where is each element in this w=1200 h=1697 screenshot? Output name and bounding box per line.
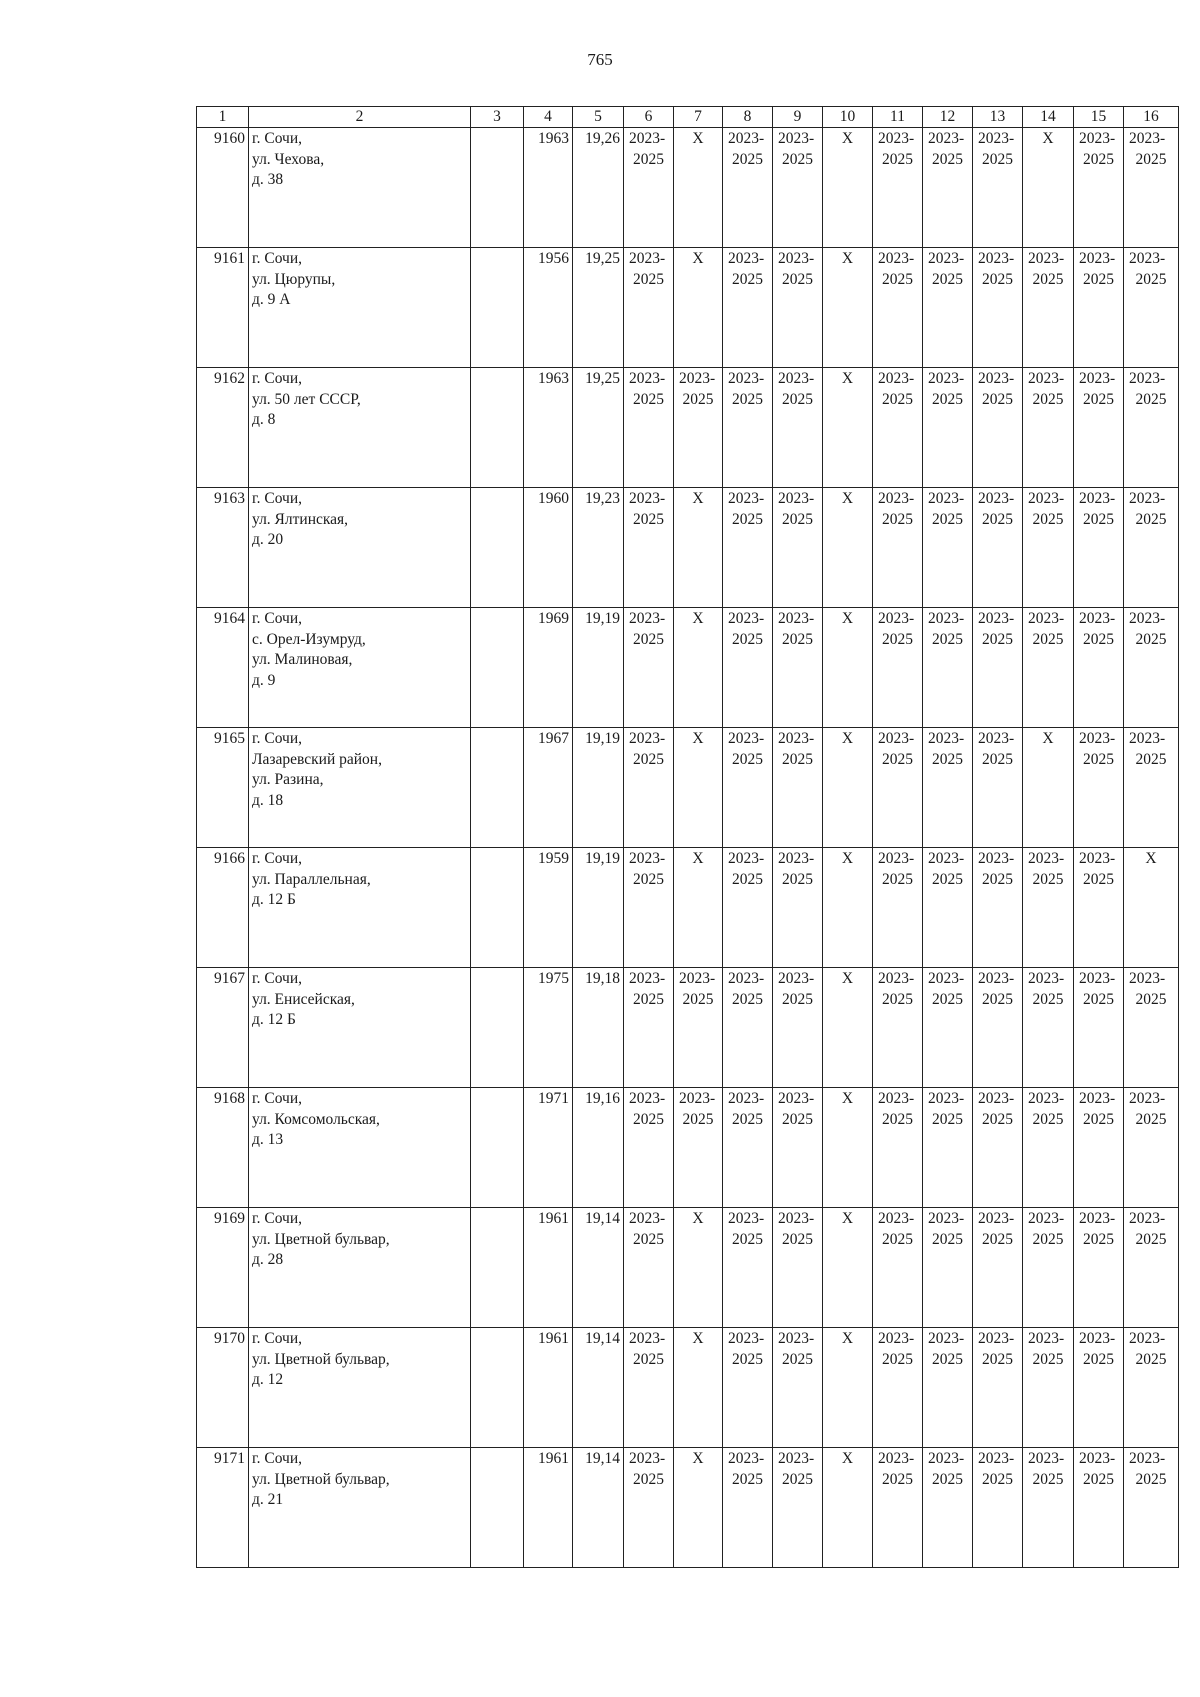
period-cell: 2023- 2025 [624, 488, 674, 608]
period-cell: 2023- 2025 [624, 248, 674, 368]
address-line: г. Сочи, [252, 370, 303, 388]
period-cell: 2023- 2025 [624, 1328, 674, 1448]
period-cell: 2023- 2025 [973, 1088, 1023, 1208]
column-header: 14 [1023, 107, 1074, 128]
period-cell: 2023- 2025 [773, 128, 823, 248]
period-cell: 2023- 2025 [1023, 1448, 1074, 1568]
period-cell: 2023- 2025 [1074, 1328, 1124, 1448]
year-built-cell: 1967 [524, 728, 573, 848]
period-cell: 2023- 2025 [1074, 728, 1124, 848]
period-cell: 2023- 2025 [624, 1088, 674, 1208]
column-3-cell [471, 1208, 524, 1328]
address-cell [249, 368, 471, 488]
column-3-cell [471, 1088, 524, 1208]
period-cell: 2023- 2025 [873, 128, 923, 248]
period-cell: 2023- 2025 [923, 368, 973, 488]
period-cell: 2023- 2025 [1023, 1328, 1074, 1448]
period-cell: 2023- 2025 [873, 1328, 923, 1448]
address-cell [249, 1448, 471, 1568]
period-cell: 2023- 2025 [773, 488, 823, 608]
address-line: г. Сочи, [252, 250, 303, 268]
column-header: 16 [1124, 107, 1179, 128]
address-line: д. 38 [252, 171, 284, 189]
table-row [197, 728, 1179, 848]
period-cell: 2023- 2025 [674, 968, 723, 1088]
address-line: ул. Цветной бульвар, [252, 1470, 390, 1488]
rate-cell: 19,16 [573, 1088, 624, 1208]
address-line: д. 18 [252, 791, 284, 809]
period-cell: 2023- 2025 [973, 608, 1023, 728]
address-cell [249, 848, 471, 968]
period-cell: 2023- 2025 [973, 728, 1023, 848]
rate-cell: 19,14 [573, 1448, 624, 1568]
rate-cell: 19,14 [573, 1328, 624, 1448]
row-number: 9163 [197, 488, 249, 608]
period-cell: 2023- 2025 [973, 1328, 1023, 1448]
year-built-cell: 1960 [524, 488, 573, 608]
period-cell: 2023- 2025 [923, 728, 973, 848]
address-line: д. 28 [252, 1251, 284, 1269]
period-cell: 2023- 2025 [873, 488, 923, 608]
period-cell: 2023- 2025 [1074, 968, 1124, 1088]
row-number: 9162 [197, 368, 249, 488]
period-cell: 2023- 2025 [873, 368, 923, 488]
address-cell [249, 608, 471, 728]
period-cell: Х [674, 608, 723, 728]
period-cell: Х [823, 1208, 873, 1328]
year-built-cell: 1961 [524, 1208, 573, 1328]
period-cell: 2023- 2025 [923, 608, 973, 728]
address-line: г. Сочи, [252, 610, 303, 628]
address-line: д. 12 [252, 1371, 284, 1389]
period-cell: 2023- 2025 [1124, 488, 1179, 608]
period-cell: 2023- 2025 [973, 968, 1023, 1088]
table-row [197, 1448, 1179, 1568]
address-line: ул. Комсомольская, [252, 1110, 380, 1128]
period-cell: 2023- 2025 [923, 488, 973, 608]
address-cell [249, 1208, 471, 1328]
period-cell: 2023- 2025 [1124, 248, 1179, 368]
period-cell: 2023- 2025 [773, 968, 823, 1088]
address-line: ул. Ялтинская, [252, 510, 349, 528]
period-cell: 2023- 2025 [873, 1208, 923, 1328]
address-cell [249, 128, 471, 248]
column-header: 13 [973, 107, 1023, 128]
period-cell: 2023- 2025 [723, 1208, 773, 1328]
period-cell: 2023- 2025 [624, 728, 674, 848]
period-cell: 2023- 2025 [773, 728, 823, 848]
period-cell: 2023- 2025 [973, 1448, 1023, 1568]
rate-cell: 19,19 [573, 728, 624, 848]
period-cell: 2023- 2025 [923, 1448, 973, 1568]
year-built-cell: 1969 [524, 608, 573, 728]
rate-cell: 19,19 [573, 848, 624, 968]
column-3-cell [471, 1448, 524, 1568]
address-line: г. Сочи, [252, 1090, 303, 1108]
column-header: 3 [471, 107, 524, 128]
address-cell [249, 488, 471, 608]
period-cell: 2023- 2025 [723, 728, 773, 848]
rate-cell: 19,14 [573, 1208, 624, 1328]
address-line: д. 13 [252, 1131, 284, 1149]
year-built-cell: 1961 [524, 1328, 573, 1448]
period-cell: 2023- 2025 [923, 1088, 973, 1208]
table-row [197, 608, 1179, 728]
period-cell: 2023- 2025 [723, 848, 773, 968]
period-cell: Х [1023, 728, 1074, 848]
address-cell [249, 1088, 471, 1208]
period-cell: 2023- 2025 [1023, 368, 1074, 488]
period-cell: 2023- 2025 [773, 848, 823, 968]
period-cell: Х [1124, 848, 1179, 968]
period-cell: 2023- 2025 [923, 128, 973, 248]
period-cell: Х [674, 248, 723, 368]
table-body [197, 128, 1179, 1568]
period-cell: 2023- 2025 [624, 368, 674, 488]
period-cell: 2023- 2025 [873, 728, 923, 848]
period-cell: 2023- 2025 [723, 608, 773, 728]
period-cell: 2023- 2025 [873, 608, 923, 728]
period-cell: Х [823, 248, 873, 368]
row-number: 9168 [197, 1088, 249, 1208]
period-cell: Х [674, 728, 723, 848]
address-line: д. 9 [252, 671, 276, 689]
rate-cell: 19,25 [573, 248, 624, 368]
period-cell: 2023- 2025 [923, 1208, 973, 1328]
column-header: 8 [723, 107, 773, 128]
period-cell: 2023- 2025 [1074, 608, 1124, 728]
period-cell: 2023- 2025 [923, 848, 973, 968]
period-cell: 2023- 2025 [1074, 128, 1124, 248]
address-line: г. Сочи, [252, 130, 303, 148]
period-cell: 2023- 2025 [624, 608, 674, 728]
period-cell: Х [823, 848, 873, 968]
rate-cell: 19,26 [573, 128, 624, 248]
period-cell: 2023- 2025 [624, 1448, 674, 1568]
address-cell [249, 1328, 471, 1448]
address-line: д. 20 [252, 531, 284, 549]
period-cell: 2023- 2025 [1023, 1208, 1074, 1328]
row-number: 9169 [197, 1208, 249, 1328]
address-cell [249, 728, 471, 848]
period-cell: 2023- 2025 [1074, 1208, 1124, 1328]
rate-cell: 19,23 [573, 488, 624, 608]
period-cell: 2023- 2025 [1023, 608, 1074, 728]
period-cell: 2023- 2025 [873, 248, 923, 368]
address-line: д. 8 [252, 411, 276, 429]
period-cell: Х [823, 368, 873, 488]
period-cell: 2023- 2025 [1023, 488, 1074, 608]
column-header: 2 [249, 107, 471, 128]
period-cell: 2023- 2025 [1124, 968, 1179, 1088]
address-line: д. 21 [252, 1491, 284, 1509]
period-cell: 2023- 2025 [674, 1088, 723, 1208]
row-number: 9160 [197, 128, 249, 248]
period-cell: 2023- 2025 [1074, 488, 1124, 608]
table-row [197, 488, 1179, 608]
year-built-cell: 1963 [524, 128, 573, 248]
column-header: 6 [624, 107, 674, 128]
row-number: 9166 [197, 848, 249, 968]
address-line: ул. Цюрупы, [252, 270, 336, 288]
address-line: г. Сочи, [252, 1330, 303, 1348]
address-line: ул. 50 лет СССР, [252, 390, 361, 408]
period-cell: Х [674, 848, 723, 968]
period-cell: Х [674, 488, 723, 608]
period-cell: 2023- 2025 [723, 128, 773, 248]
address-line: д. 12 Б [252, 1011, 296, 1029]
period-cell: 2023- 2025 [1124, 368, 1179, 488]
period-cell: 2023- 2025 [873, 1088, 923, 1208]
period-cell: 2023- 2025 [773, 368, 823, 488]
period-cell: 2023- 2025 [1023, 848, 1074, 968]
table-row [197, 248, 1179, 368]
period-cell: 2023- 2025 [1023, 968, 1074, 1088]
period-cell: 2023- 2025 [973, 128, 1023, 248]
period-cell: 2023- 2025 [1124, 128, 1179, 248]
period-cell: 2023- 2025 [1124, 608, 1179, 728]
row-number: 9170 [197, 1328, 249, 1448]
period-cell: 2023- 2025 [773, 1448, 823, 1568]
address-line: д. 9 А [252, 291, 291, 309]
period-cell: 2023- 2025 [723, 248, 773, 368]
column-header: 5 [573, 107, 624, 128]
row-number: 9167 [197, 968, 249, 1088]
address-cell [249, 968, 471, 1088]
period-cell: 2023- 2025 [1023, 1088, 1074, 1208]
address-line: ул. Цветной бульвар, [252, 1230, 390, 1248]
column-3-cell [471, 368, 524, 488]
address-line: д. 12 Б [252, 891, 296, 909]
address-line: г. Сочи, [252, 970, 303, 988]
year-built-cell: 1959 [524, 848, 573, 968]
table-row [197, 968, 1179, 1088]
column-header: 1 [197, 107, 249, 128]
period-cell: 2023- 2025 [674, 368, 723, 488]
period-cell: 2023- 2025 [1074, 368, 1124, 488]
address-line: г. Сочи, [252, 1210, 303, 1228]
period-cell: 2023- 2025 [723, 968, 773, 1088]
address-line: ул. Чехова, [252, 150, 325, 168]
period-cell: 2023- 2025 [973, 368, 1023, 488]
period-cell: 2023- 2025 [1023, 248, 1074, 368]
period-cell: Х [823, 1448, 873, 1568]
page-number: 765 [587, 50, 613, 69]
header-row [197, 107, 1179, 128]
column-header: 11 [873, 107, 923, 128]
period-cell: Х [823, 728, 873, 848]
row-number: 9165 [197, 728, 249, 848]
address-line: с. Орел-Изумруд, [252, 630, 366, 648]
address-line: г. Сочи, [252, 490, 303, 508]
period-cell: 2023- 2025 [1124, 1088, 1179, 1208]
period-cell: Х [1023, 128, 1074, 248]
table-row [197, 1208, 1179, 1328]
period-cell: 2023- 2025 [923, 1328, 973, 1448]
period-cell: 2023- 2025 [1074, 848, 1124, 968]
period-cell: 2023- 2025 [723, 1328, 773, 1448]
period-cell: 2023- 2025 [723, 1448, 773, 1568]
period-cell: Х [674, 1448, 723, 1568]
table-row [197, 128, 1179, 248]
table-row [197, 1088, 1179, 1208]
column-header: 7 [674, 107, 723, 128]
period-cell: 2023- 2025 [873, 1448, 923, 1568]
column-3-cell [471, 1328, 524, 1448]
period-cell: 2023- 2025 [973, 248, 1023, 368]
year-built-cell: 1975 [524, 968, 573, 1088]
column-3-cell [471, 248, 524, 368]
period-cell: 2023- 2025 [973, 1208, 1023, 1328]
table-row [197, 848, 1179, 968]
address-line: Лазаревский район, [252, 750, 382, 768]
column-3-cell [471, 848, 524, 968]
column-3-cell [471, 608, 524, 728]
rate-cell: 19,25 [573, 368, 624, 488]
period-cell: 2023- 2025 [773, 1328, 823, 1448]
column-3-cell [471, 128, 524, 248]
address-line: г. Сочи, [252, 850, 303, 868]
period-cell: Х [823, 968, 873, 1088]
column-3-cell [471, 488, 524, 608]
table-row [197, 1328, 1179, 1448]
address-line: ул. Енисейская, [252, 990, 355, 1008]
column-3-cell [471, 968, 524, 1088]
table-row [197, 368, 1179, 488]
period-cell: Х [674, 1328, 723, 1448]
register-table [196, 106, 1179, 1568]
period-cell: Х [674, 128, 723, 248]
column-header: 4 [524, 107, 573, 128]
address-line: г. Сочи, [252, 1450, 303, 1468]
period-cell: 2023- 2025 [923, 248, 973, 368]
period-cell: 2023- 2025 [624, 848, 674, 968]
period-cell: 2023- 2025 [624, 968, 674, 1088]
period-cell: 2023- 2025 [723, 488, 773, 608]
address-line: ул. Малиновая, [252, 651, 353, 669]
address-line: ул. Разина, [252, 771, 324, 789]
period-cell: 2023- 2025 [723, 1088, 773, 1208]
year-built-cell: 1956 [524, 248, 573, 368]
address-line: ул. Параллельная, [252, 870, 371, 888]
period-cell: 2023- 2025 [1074, 1448, 1124, 1568]
year-built-cell: 1971 [524, 1088, 573, 1208]
address-line: г. Сочи, [252, 730, 303, 748]
row-number: 9164 [197, 608, 249, 728]
period-cell: 2023- 2025 [973, 848, 1023, 968]
column-header: 10 [823, 107, 873, 128]
column-header: 12 [923, 107, 973, 128]
period-cell: Х [674, 1208, 723, 1328]
period-cell: Х [823, 1088, 873, 1208]
year-built-cell: 1961 [524, 1448, 573, 1568]
period-cell: 2023- 2025 [723, 368, 773, 488]
row-number: 9171 [197, 1448, 249, 1568]
column-header: 15 [1074, 107, 1124, 128]
column-header: 9 [773, 107, 823, 128]
row-number: 9161 [197, 248, 249, 368]
period-cell: Х [823, 128, 873, 248]
period-cell: Х [823, 608, 873, 728]
period-cell: 2023- 2025 [624, 128, 674, 248]
period-cell: 2023- 2025 [923, 968, 973, 1088]
period-cell: 2023- 2025 [873, 848, 923, 968]
period-cell: Х [823, 1328, 873, 1448]
column-3-cell [471, 728, 524, 848]
period-cell: 2023- 2025 [773, 608, 823, 728]
period-cell: 2023- 2025 [1124, 1328, 1179, 1448]
period-cell: 2023- 2025 [1074, 248, 1124, 368]
period-cell: 2023- 2025 [773, 248, 823, 368]
period-cell: 2023- 2025 [624, 1208, 674, 1328]
rate-cell: 19,18 [573, 968, 624, 1088]
period-cell: 2023- 2025 [1074, 1088, 1124, 1208]
address-cell [249, 248, 471, 368]
period-cell: 2023- 2025 [1124, 1208, 1179, 1328]
period-cell: 2023- 2025 [873, 968, 923, 1088]
period-cell: 2023- 2025 [1124, 728, 1179, 848]
period-cell: 2023- 2025 [773, 1208, 823, 1328]
period-cell: 2023- 2025 [1124, 1448, 1179, 1568]
address-line: ул. Цветной бульвар, [252, 1350, 390, 1368]
rate-cell: 19,19 [573, 608, 624, 728]
period-cell: 2023- 2025 [773, 1088, 823, 1208]
period-cell: 2023- 2025 [973, 488, 1023, 608]
year-built-cell: 1963 [524, 368, 573, 488]
period-cell: Х [823, 488, 873, 608]
